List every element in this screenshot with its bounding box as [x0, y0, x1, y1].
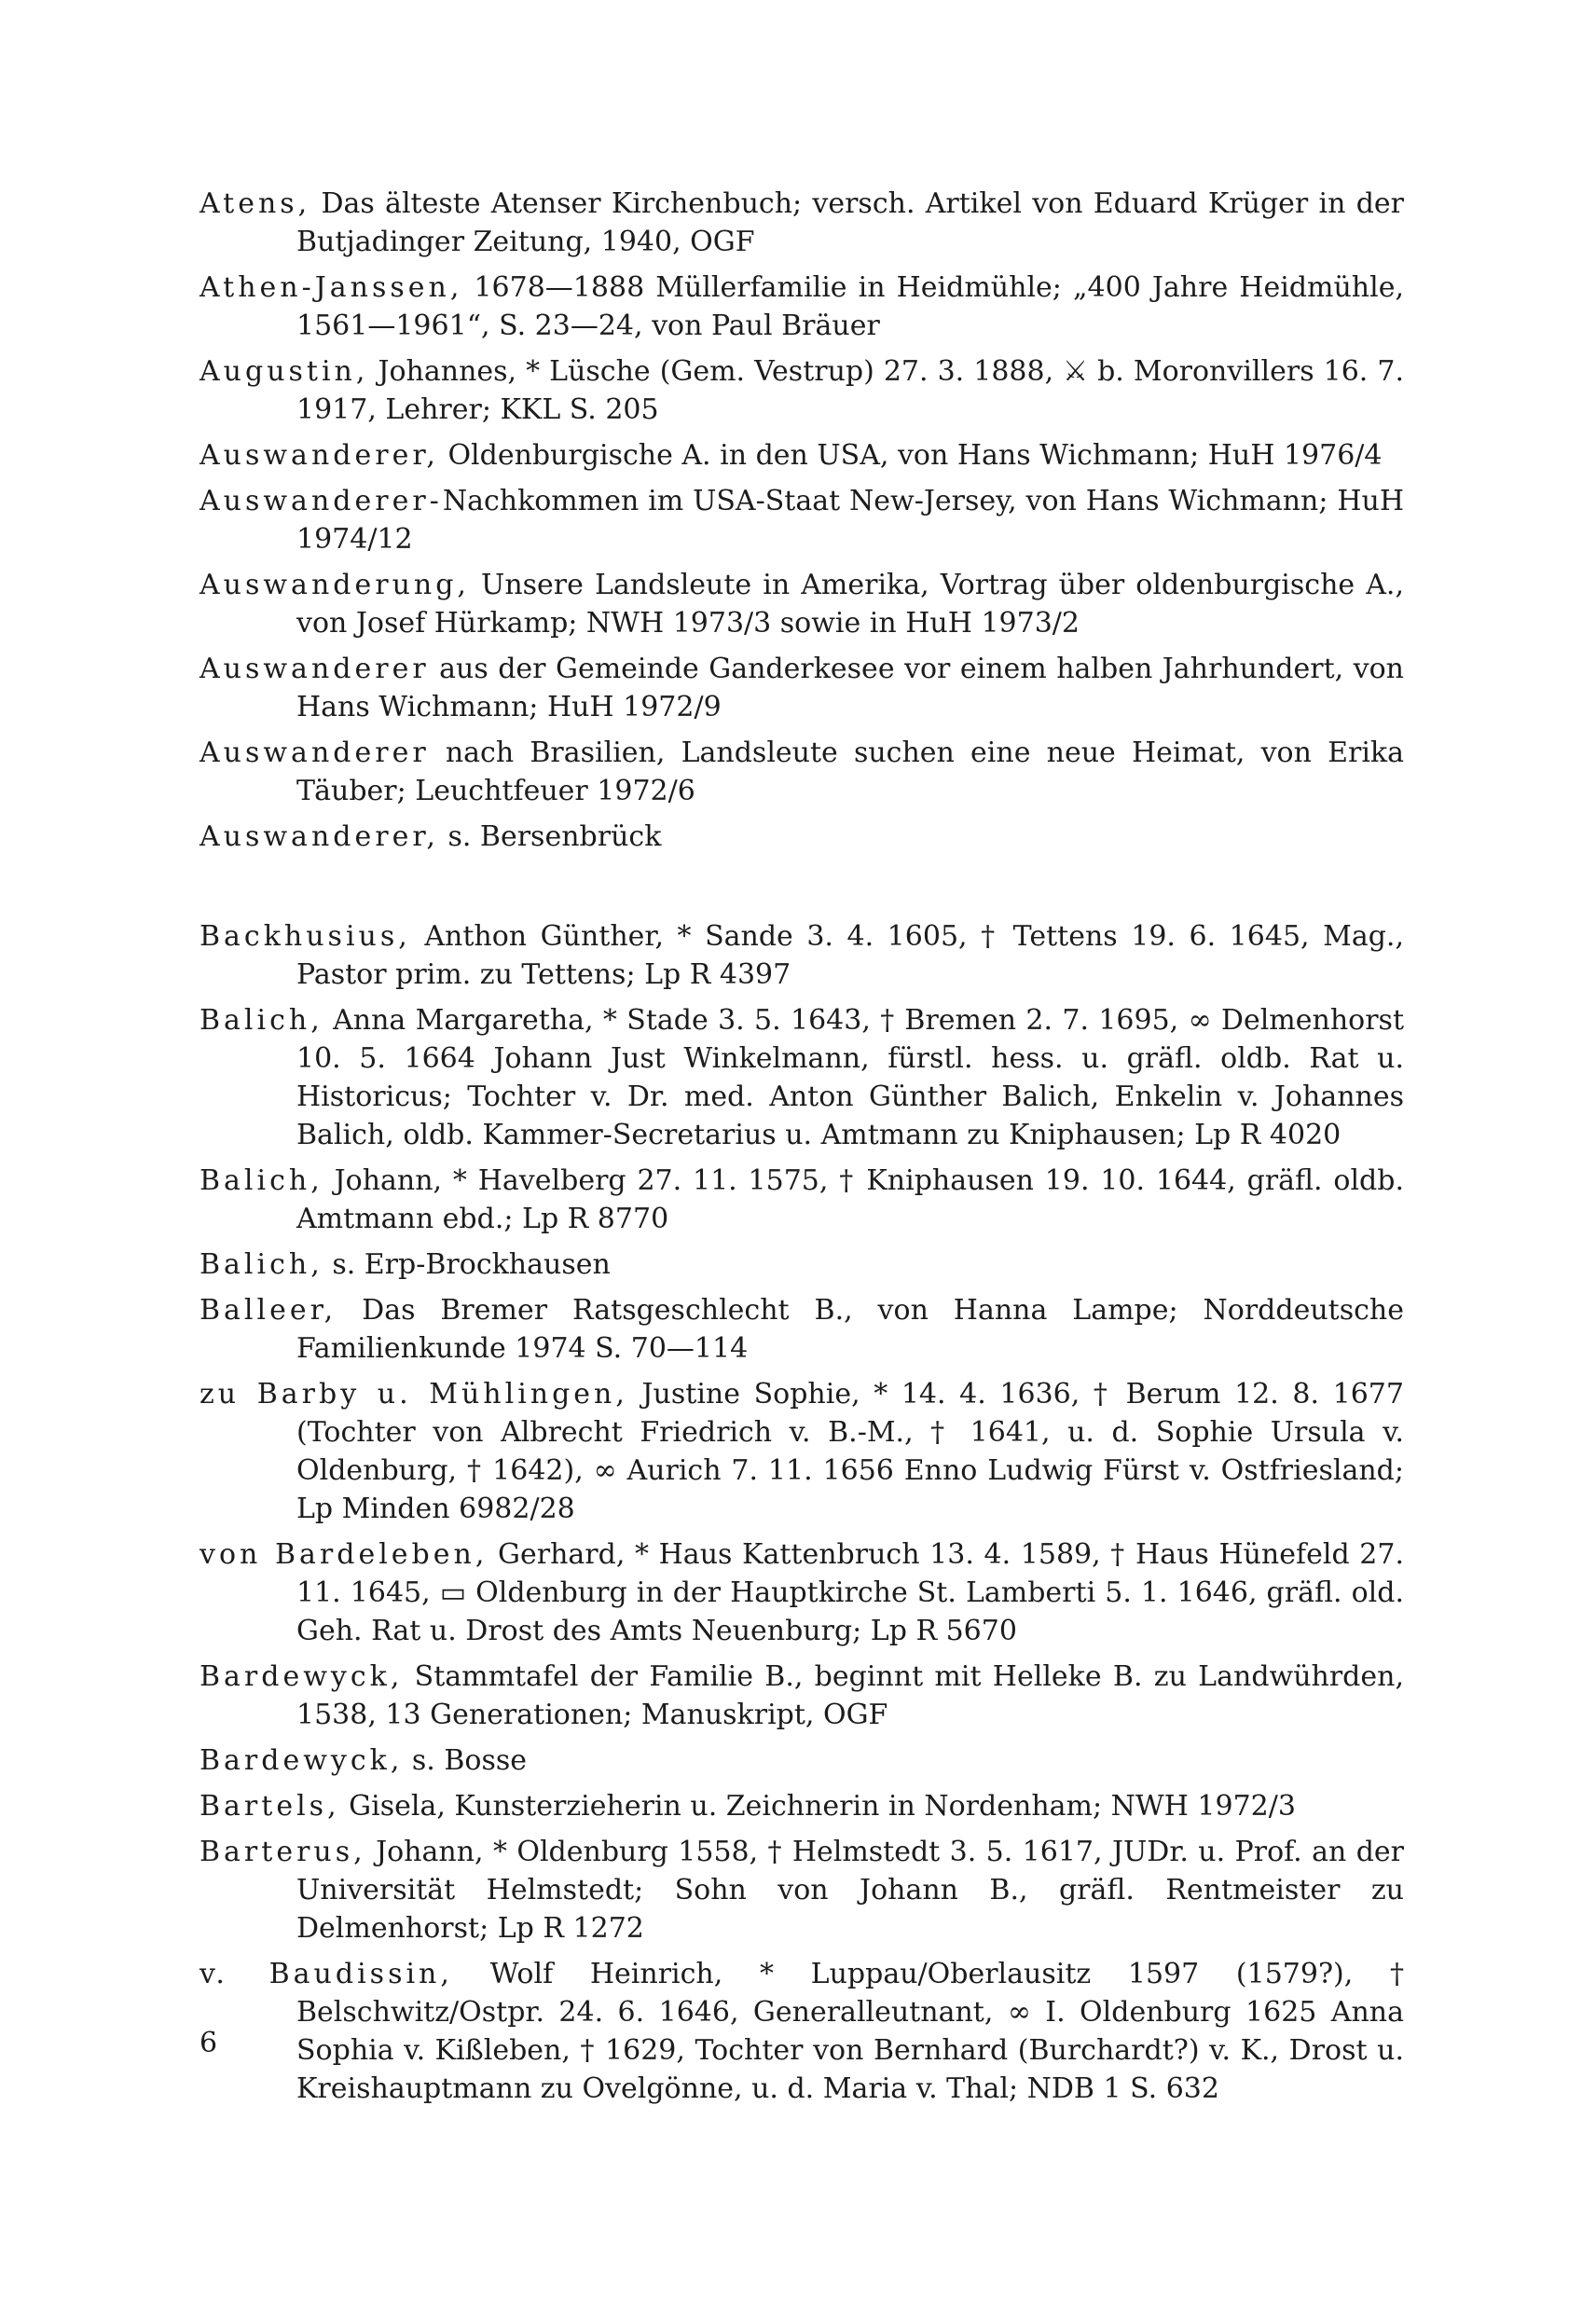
entry: [200, 1658, 1404, 1734]
entry: [200, 1833, 1404, 1947]
entry-text: Anna Margaretha, * Stade 3. 5. 1643, † Bremen 2. 7. 1695, ∞ Delmenhorst 10. 5. 1664 Johann Just Winkelmann, fürstl. hess. u. gräfl. oldb. Rat u. Historicus; Tochter v. Dr. med. Anton Günther Balich, Enkelin v. Johannes Balich, oldb. Kammer-Secretarius u. Amtmann zu Kniphausen; Lp R 4020: [296, 1004, 1404, 1151]
entry-head: Auswanderer: [200, 736, 430, 769]
entry: [200, 1291, 1404, 1368]
entry-head: Bardewyck,: [200, 1744, 404, 1777]
entry: [200, 650, 1404, 726]
entry: [200, 818, 1404, 856]
entry: [200, 1787, 1404, 1825]
entry-text: Johannes, * Lüsche (Gem. Vestrup) 27. 3. 1888, ⚔ b. Moronvillers 16. 7. 1917, Lehrer; KKL S. 205: [296, 355, 1404, 426]
entry-text: Gisela, Kunsterzieherin u. Zeichnerin in Nordenham; NWH 1972/3: [339, 1790, 1296, 1823]
entry-text: s. Bersenbrück: [438, 820, 662, 853]
entry-text: Wolf Heinrich, * Luppau/Oberlausitz 1597 (1579?), † Belschwitz/Ostpr. 24. 6. 1646, Generalleutnant, ∞ I. Oldenburg 1625 Anna Sophia v. Kißleben, † 1629, Tochter von Bernhard (Burchardt?) v. K., Drost u. Kreishauptmann zu Ovelgönne, u. d. Maria v. Thal; NDB 1 S. 632: [296, 1958, 1404, 2105]
entry: [200, 1535, 1404, 1650]
entry-text: Oldenburgische A. in den USA, von Hans Wichmann; HuH 1976/4: [438, 439, 1383, 472]
entries-group-b: [200, 917, 1404, 2108]
entry-head: zu Barby u. Mühlingen,: [200, 1378, 628, 1411]
entry-head: v. Baudissin,: [200, 1958, 453, 1990]
entry-text: s. Erp-Brockhausen: [323, 1248, 611, 1281]
entry: [200, 1741, 1404, 1780]
entry-head: Auswanderung,: [200, 569, 470, 601]
entry: [200, 1162, 1404, 1238]
entry-text: Das Bremer Ratsgeschlecht B., von Hanna Lampe; Norddeutsche Familienkunde 1974 S. 70—114: [296, 1294, 1404, 1365]
entry: [200, 268, 1404, 345]
entry: [200, 352, 1404, 429]
entry-head: Bardewyck,: [200, 1660, 404, 1693]
section-gap: [200, 863, 1404, 917]
entry: [200, 1245, 1404, 1284]
entry-text: Gerhard, * Haus Kattenbruch 13. 4. 1589, † Haus Hünefeld 27. 11. 1645, ▭ Oldenburg in der Hauptkirche St. Lamberti 5. 1. 1646, gräfl. old. Geh. Rat u. Drost des Amts Neuenburg; Lp R 5670: [296, 1538, 1405, 1647]
entry: [200, 1375, 1404, 1528]
entry-head: Barterus,: [200, 1836, 366, 1868]
entry-text: Stammtafel der Familie B., beginnt mit Helleke B. zu Landwührden, 1538, 13 Generationen; Manuskript, OGF: [296, 1660, 1404, 1731]
entry: [200, 734, 1404, 810]
entry-text: Nachkommen im USA-Staat New-Jersey, von Hans Wichmann; HuH 1974/12: [296, 485, 1404, 556]
entry-text: Johann, * Oldenburg 1558, † Helmstedt 3. 5. 1617, JUDr. u. Prof. an der Universität Helmstedt; Sohn von Johann B., gräfl. Rentmeister zu Delmenhorst; Lp R 1272: [296, 1836, 1404, 1945]
entry-head: Augustin,: [200, 355, 369, 388]
entry: [200, 185, 1404, 261]
entry: [200, 436, 1404, 475]
entry-head: Balleer,: [200, 1294, 337, 1327]
entry: [200, 482, 1404, 558]
entry: [200, 917, 1404, 994]
entry-head: Athen-Janssen,: [200, 271, 463, 304]
entry-head: Bartels,: [200, 1790, 340, 1823]
entry-head: Balich,: [200, 1004, 323, 1037]
entry-text: Unsere Landsleute in Amerika, Vortrag über oldenburgische A., von Josef Hürkamp; NWH 1973/3 sowie in HuH 1973/2: [296, 569, 1404, 640]
entry: [200, 1955, 1404, 2108]
entry-text: Das älteste Atenser Kirchenbuch; versch. Artikel von Eduard Krüger in der Butjadinger Zeitung, 1940, OGF: [296, 187, 1404, 258]
entry-head: Balich,: [200, 1164, 323, 1197]
entry: [200, 1001, 1404, 1154]
page-number: 6: [200, 2027, 218, 2059]
entry-text: Johann, * Havelberg 27. 11. 1575, † Kniphausen 19. 10. 1644, gräfl. oldb. Amtmann ebd.; Lp R 8770: [296, 1164, 1404, 1235]
entry-head: Auswanderer,: [200, 820, 439, 853]
entry-head: Auswanderer-: [200, 485, 443, 517]
entry-text: s. Bosse: [403, 1744, 528, 1777]
entry-text: 1678—1888 Müllerfamilie in Heidmühle; „400 Jahre Heidmühle, 1561—1961“, S. 23—24, von Paul Bräuer: [296, 271, 1404, 342]
entry-head: von Bardeleben,: [200, 1538, 488, 1571]
entry-head: Backhusius,: [200, 920, 411, 953]
page-content: [200, 185, 1404, 2115]
entry: [200, 566, 1404, 642]
entry-text: Justine Sophie, * 14. 4. 1636, † Berum 12. 8. 1677 (Tochter von Albrecht Friedrich v. B.-M., † 1641, u. d. Sophie Ursula v. Oldenburg, † 1642), ∞ Aurich 7. 11. 1656 Enno Ludwig Fürst v. Ostfriesland; Lp Minden 6982/28: [296, 1378, 1404, 1525]
entry-head: Auswanderer: [200, 653, 430, 685]
entry-head: Atens,: [200, 187, 311, 220]
entry-head: Auswanderer,: [200, 439, 439, 472]
entry-text: Anthon Günther, * Sande 3. 4. 1605, † Tettens 19. 6. 1645, Mag., Pastor prim. zu Tettens; Lp R 4397: [296, 920, 1404, 991]
entry-head: Balich,: [200, 1248, 323, 1281]
entry-text: aus der Gemeinde Ganderkesee vor einem halben Jahrhundert, von Hans Wichmann; HuH 1972/9: [296, 653, 1404, 723]
entry-text: nach Brasilien, Landsleute suchen eine neue Heimat, von Erika Täuber; Leuchtfeuer 1972/6: [296, 736, 1404, 807]
entries-group-a: [200, 185, 1404, 856]
